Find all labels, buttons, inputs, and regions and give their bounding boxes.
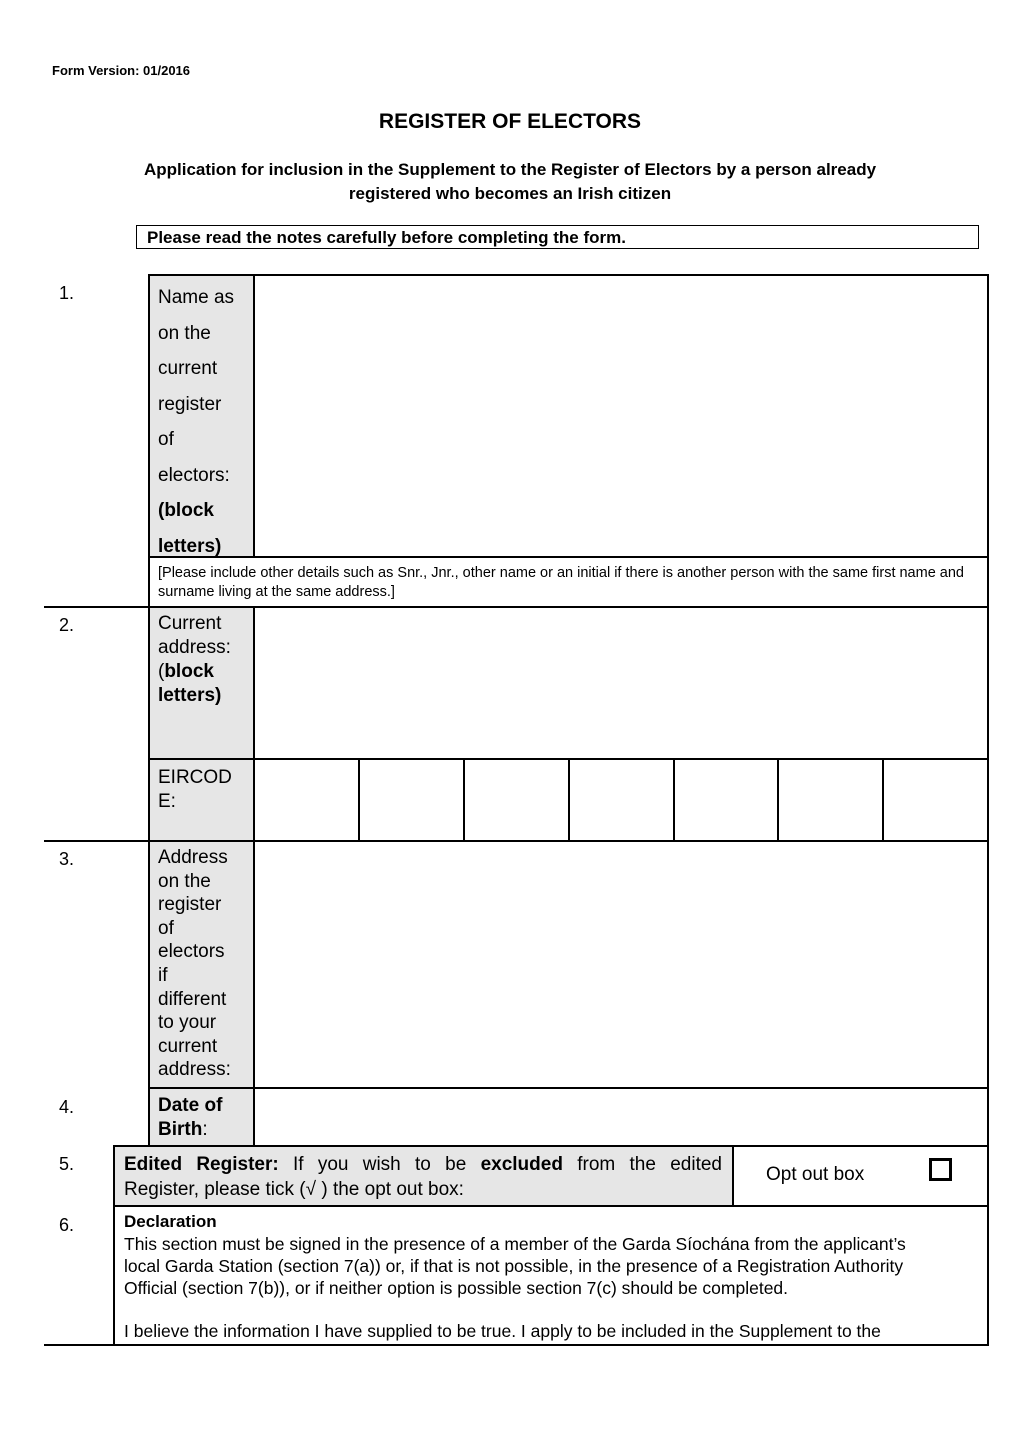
rule-label-r1: [253, 274, 255, 558]
previous-address-input[interactable]: [256, 843, 986, 1086]
name-note: [Please include other details such as Snr., Jnr., other name or an initial if there is another person with the same first name and surname living at the same address.]: [158, 565, 964, 600]
previous-address-label-line: register: [158, 894, 222, 916]
opt-out-label: Opt out box: [766, 1164, 865, 1185]
previous-address-label: [158, 846, 231, 1082]
rule-r2-top: [44, 606, 989, 608]
rule-label-r2: [253, 606, 255, 842]
row-number-3: 3.: [59, 849, 75, 869]
row-number-5: 5.: [59, 1154, 75, 1174]
notice-text: Please read the notes carefully before completing the form.: [147, 228, 626, 247]
subtitle-line-2: registered who becomes an Irish citizen: [348, 184, 672, 203]
rule-eircode-3: [568, 758, 570, 842]
edited-register-text-b: from the edited: [562, 1154, 722, 1175]
rule-left-r1-4: [148, 274, 150, 1147]
rule-right: [987, 274, 989, 1346]
name-label-line-bold: (block: [158, 500, 214, 521]
edited-register-excluded: excluded: [480, 1154, 563, 1175]
date-of-birth-label-colon: :: [202, 1119, 208, 1140]
previous-address-label-line: different: [158, 988, 227, 1010]
eircode-box-3[interactable]: [465, 761, 567, 839]
eircode-label-line: EIRCOD: [158, 767, 232, 788]
date-of-birth-input[interactable]: [256, 1089, 986, 1144]
edited-register-text: [124, 1152, 722, 1202]
eircode-box-7[interactable]: [884, 761, 986, 839]
previous-address-label-line: Address: [158, 847, 228, 868]
row-number-1: 1.: [59, 283, 75, 303]
declaration-line: I believe the information I have supplied to be true. I apply to be included in the Supplement to the: [124, 1321, 881, 1341]
rule-r4-top: [148, 1087, 989, 1089]
previous-address-label-line: address:: [158, 1059, 231, 1081]
current-address-label-line: Current: [158, 613, 222, 634]
rule-opt-out-divider: [732, 1145, 734, 1207]
current-address-label: [158, 612, 231, 708]
row-number-2: 2.: [59, 615, 75, 635]
name-label-line: Name as: [158, 287, 235, 308]
declaration-line: Official (section 7(b)), or if neither option is possible section 7(c) should be completed.: [124, 1278, 789, 1298]
eircode-box-5[interactable]: [675, 761, 777, 839]
eircode-box-1[interactable]: [256, 761, 358, 839]
name-label-line: register: [158, 393, 222, 415]
current-address-label-bold: letters): [158, 685, 222, 706]
name-label-line-bold: letters): [158, 535, 222, 557]
rule-r5-top: [113, 1145, 989, 1147]
previous-address-label-line: if: [158, 964, 168, 986]
declaration-paragraph-1: [124, 1233, 906, 1299]
date-of-birth-label: [158, 1094, 222, 1142]
name-label-line: on the: [158, 322, 211, 344]
previous-address-label-line: on the: [158, 870, 211, 892]
edited-register-text-a: If you wish to be: [278, 1154, 481, 1175]
row-number-6: 6.: [59, 1215, 75, 1235]
declaration-line: local Garda Station (section 7(a)) or, if that is not possible, in the presence of a Registration Authority: [124, 1256, 904, 1276]
rule-eircode-6: [882, 758, 884, 842]
name-label-line: of: [158, 429, 174, 450]
rule-r3-top: [44, 840, 989, 842]
previous-address-label-line: current: [158, 1035, 218, 1057]
rule-label-r3-4: [253, 840, 255, 1147]
rule-eircode-4: [673, 758, 675, 842]
subtitle-line-1: Application for inclusion in the Supplement to the Register of Electors by a person already: [143, 160, 877, 179]
row-number-4: 4.: [59, 1097, 75, 1117]
name-label-line: current: [158, 358, 218, 379]
name-input[interactable]: [256, 277, 986, 555]
date-of-birth-label-bold: Birth: [158, 1119, 203, 1140]
opt-out-checkbox[interactable]: [929, 1158, 952, 1181]
eircode-box-4[interactable]: [570, 761, 672, 839]
previous-address-label-line: of: [158, 917, 174, 939]
current-address-label-bold: block: [164, 661, 214, 682]
name-label-line: electors:: [158, 464, 230, 486]
rule-bottom: [44, 1344, 989, 1346]
page-title: REGISTER OF ELECTORS: [378, 110, 642, 133]
eircode-label: [158, 766, 232, 814]
edited-register-line-1: [124, 1152, 722, 1177]
declaration-paragraph-2: [124, 1320, 881, 1342]
name-label: [158, 280, 234, 564]
declaration-line: This section must be signed in the presence of a member of the Garda Síochána from the applicant’s: [124, 1234, 906, 1254]
edited-register-heading: Edited Register:: [124, 1154, 279, 1175]
edited-register-line-2: Register, please tick (√ ) the opt out box:: [124, 1179, 464, 1200]
rule-eircode-1: [358, 758, 360, 842]
rule-left-r5-6: [113, 1145, 115, 1346]
eircode-label-line: E:: [158, 791, 176, 812]
current-address-label-line: address:: [158, 637, 231, 658]
rule-eircode-5: [777, 758, 779, 842]
rule-eircode-2: [463, 758, 465, 842]
previous-address-label-line: electors: [158, 941, 225, 963]
declaration-heading: Declaration: [124, 1212, 217, 1231]
rule-r1-note: [148, 556, 989, 558]
notice-box: [136, 225, 979, 249]
current-address-label-paren: (: [158, 661, 165, 682]
current-address-label-line: [158, 660, 231, 684]
date-of-birth-label-line: Date of: [158, 1095, 223, 1116]
form-version: Form Version: 01/2016: [52, 63, 191, 78]
eircode-box-2[interactable]: [360, 761, 462, 839]
rule-r1-top: [148, 274, 989, 276]
date-of-birth-label-line: [158, 1118, 222, 1142]
rule-r6-top: [113, 1205, 989, 1207]
previous-address-label-line: to your: [158, 1012, 217, 1034]
eircode-box-6[interactable]: [779, 761, 881, 839]
current-address-input[interactable]: [256, 609, 986, 757]
